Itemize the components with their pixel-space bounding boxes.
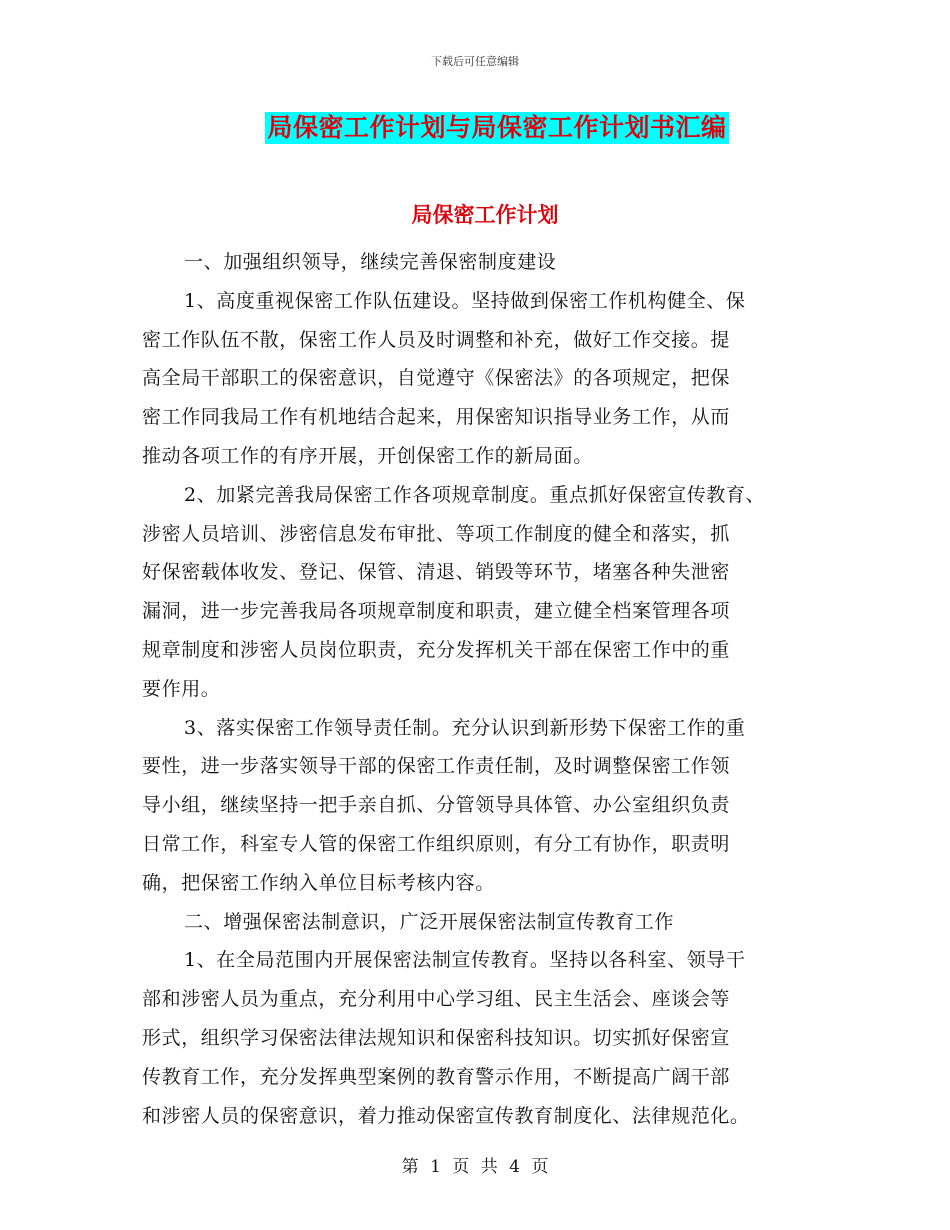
header-note: 下载后可任意编辑 <box>431 55 519 68</box>
page-footer: 第 1 页 共 4 页 <box>401 1157 549 1177</box>
text-line: 好保密载体收发、登记、保管、清退、销毁等环节，堵塞各种失泄密 <box>142 561 731 584</box>
text-line: 高全局干部职工的保密意识，自觉遵守《保密法》的各项规定，把保 <box>142 367 731 390</box>
section-title: 局保密工作计划 <box>411 203 559 227</box>
text-line: 确，把保密工作纳入单位目标考核内容。 <box>142 871 495 894</box>
text-line: 漏洞，进一步完善我局各项规章制度和职责，建立健全档案管理各项 <box>142 600 731 623</box>
body-text <box>142 243 810 1135</box>
text-line: 涉密人员培训、涉密信息发布审批、等项工作制度的健全和落实，抓 <box>142 522 731 545</box>
text-line: 推动各项工作的有序开展，开创保密工作的新局面。 <box>142 444 593 467</box>
text-line: 要作用。 <box>142 677 221 700</box>
text-line: 3、落实保密工作领导责任制。充分认识到新形势下保密工作的重 <box>184 716 746 739</box>
document-title: 局保密工作计划与局保密工作计划书汇编 <box>267 113 727 142</box>
text-line: 要性，进一步落实领导干部的保密工作责任制，及时调整保密工作领 <box>142 755 731 778</box>
text-line: 导小组，继续坚持一把手亲自抓、分管领导具体管、办公室组织负责 <box>142 794 731 817</box>
text-line: 形式，组织学习保密法律法规知识和保密科技知识。切实抓好保密宣 <box>142 1026 731 1049</box>
text-line: 1、高度重视保密工作队伍建设。坚持做到保密工作机构健全、保 <box>184 289 746 312</box>
document-title-container <box>0 112 950 144</box>
text-line: 部和涉密人员为重点，充分利用中心学习组、民主生活会、座谈会等 <box>142 988 731 1011</box>
text-line: 传教育工作，充分发挥典型案例的教育警示作用，不断提高广阔干部 <box>142 1065 731 1088</box>
text-line: 一、加强组织领导，继续完善保密制度建设 <box>184 251 557 273</box>
text-line: 和涉密人员的保密意识，着力推动保密宣传教育制度化、法律规范化。 <box>142 1104 750 1127</box>
text-line: 1、在全局范围内开展保密法制宣传教育。坚持以各科室、领导干 <box>184 949 746 972</box>
text-line: 规章制度和涉密人员岗位职责，充分发挥机关干部在保密工作中的重 <box>142 638 731 661</box>
text-line: 2、加紧完善我局保密工作各项规章制度。重点抓好保密宣传教育、 <box>184 483 766 506</box>
text-line: 二、增强保密法制意识，广泛开展保密法制宣传教育工作 <box>184 910 675 933</box>
text-line: 日常工作，科室专人管的保密工作组织原则，有分工有协作，职责明 <box>142 832 731 855</box>
text-line: 密工作同我局工作有机地结合起来，用保密知识指导业务工作，从而 <box>142 406 731 429</box>
text-line: 密工作队伍不散，保密工作人员及时调整和补充，做好工作交接。提 <box>142 328 731 351</box>
